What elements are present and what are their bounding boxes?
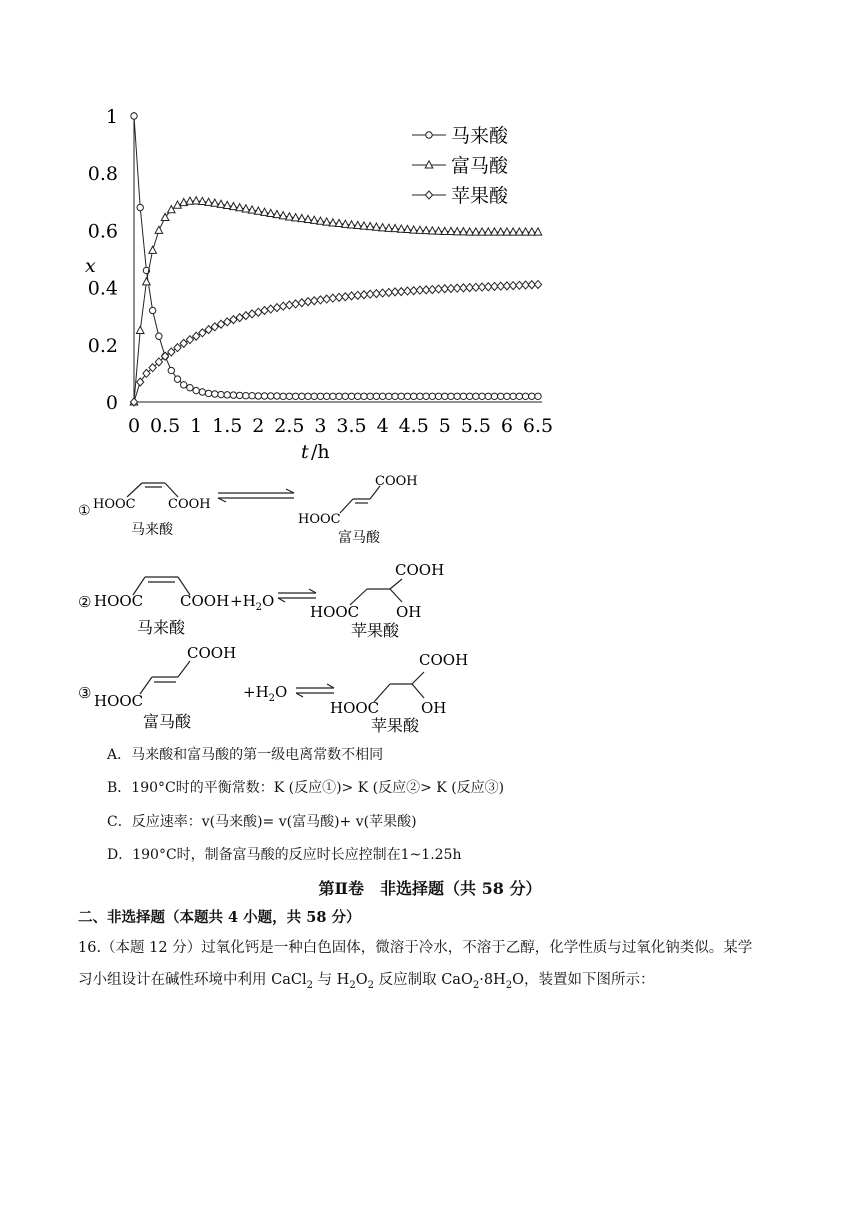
r2-left-hooc: HOOC [94,592,144,610]
chart-legend [412,125,509,207]
r3-left-hooc: HOOC [94,692,144,710]
data-point-maleic [156,333,162,339]
data-point-maleic [268,393,274,399]
data-point-maleic [261,393,267,399]
data-point-fumaric [136,326,144,333]
reaction-2-number: ② [78,593,92,611]
data-point-malic [267,305,274,313]
r3-left-name: 富马酸 [143,712,192,731]
r2-right-name: 苹果酸 [351,621,400,640]
data-point-malic [304,298,311,306]
data-point-malic [248,310,255,318]
x-tick-label: 1 [190,415,203,437]
data-point-maleic [330,393,336,399]
legend-label-fumaric: 富马酸 [451,155,509,177]
data-point-maleic [442,393,448,399]
x-tick-label: 5.5 [460,415,491,437]
data-point-malic [292,300,299,308]
x-tick-label: 4 [376,415,389,437]
legend-label-maleic: 马来酸 [451,125,509,147]
r1-right-cooh: COOH [375,474,418,489]
data-point-malic [180,339,187,347]
y-tick-label: 0.6 [87,220,118,243]
x-tick-label: 0 [127,415,141,437]
x-tick-label: 1.5 [212,415,243,437]
data-point-maleic [187,385,193,391]
svg-text:/h: /h [311,441,330,463]
data-point-maleic [535,393,541,399]
section-title: 第Ⅱ卷 非选择题（共 58 分） [318,879,542,898]
data-point-maleic [348,393,354,399]
data-point-maleic [286,393,292,399]
x-tick-label: 3 [314,415,327,437]
data-point-malic [280,302,287,310]
data-point-maleic [274,393,280,399]
data-point-maleic [404,393,410,399]
data-point-maleic [224,392,230,398]
data-point-maleic [398,393,404,399]
data-point-maleic [392,393,398,399]
option-d: D．190°C时，制备富马酸的反应时长应控制在1~1.25h [107,847,462,863]
data-point-maleic [529,393,535,399]
r2-right-hooc: HOOC [310,603,360,621]
option-c: C．反应速率：v(马来酸)= v(富马酸)+ v(苹果酸) [107,814,417,830]
r3-right-cooh: COOH [419,651,469,669]
data-point-malic [242,312,249,320]
data-point-malic [168,348,175,356]
data-point-maleic [243,393,249,399]
data-point-malic [329,294,336,302]
data-point-maleic [417,393,423,399]
data-point-malic [298,299,305,307]
data-point-malic [286,301,293,309]
question-16-line-2: 习小组设计在碱性环境中利用 CaCl$_2$ 与 $H_2O_2$ 反应制取 $CaO_2\cdot 8H_2O$，装置如下图所示： [78,972,655,991]
r2-right-oh: OH [396,603,422,621]
data-point-maleic [236,392,242,398]
data-point-maleic [355,393,361,399]
r3-right-oh: OH [421,699,447,717]
data-point-maleic [435,393,441,399]
option-a: A．马来酸和富马酸的第一级电离常数不相同 [107,747,384,763]
data-point-maleic [429,393,435,399]
r3-left-cooh: COOH [187,644,237,662]
data-point-fumaric [192,197,200,204]
r3-water: $+H_2O$ [243,683,288,704]
reaction-1-number: ① [78,503,91,519]
data-point-maleic [149,307,155,313]
y-tick-label: 0.4 [87,277,118,300]
data-point-maleic [454,393,460,399]
x-tick-label: 2.5 [274,415,305,437]
y-tick-label: 0 [105,392,118,414]
question-16-line-1: 16.（本题 12 分）过氧化钙是一种白色固体，微溶于冷水，不溶于乙醇，化学性质与过氧化钠类似。某学 [78,940,753,956]
data-point-fumaric [167,206,175,213]
data-point-maleic [230,392,236,398]
x-tick-label: 4.5 [398,415,429,437]
r2-right-cooh: COOH [395,561,445,579]
data-point-maleic [131,113,137,119]
data-point-maleic [280,393,286,399]
data-point-fumaric [155,226,163,233]
data-point-maleic [386,393,392,399]
data-point-malic [273,304,280,312]
data-point-maleic [373,393,379,399]
legend-label-malic: 苹果酸 [451,185,509,207]
data-point-maleic [510,393,516,399]
legend-marker-malic [425,191,432,199]
data-point-maleic [504,393,510,399]
data-point-maleic [367,393,373,399]
data-point-maleic [168,367,174,373]
data-point-maleic [292,393,298,399]
svg-text:t: t [301,441,309,463]
r1-left-name: 马来酸 [131,522,173,538]
data-point-maleic [423,393,429,399]
y-axis-label: x [85,255,96,277]
data-point-maleic [323,393,329,399]
data-point-maleic [299,393,305,399]
data-point-malic [342,293,349,301]
data-point-maleic [522,393,528,399]
r1-left-hooc: HOOC [93,497,136,512]
y-tick-label: 1 [105,106,118,128]
x-tick-label: 5 [438,415,451,437]
data-point-maleic [466,393,472,399]
x-tick-label: 2 [252,415,265,437]
data-point-maleic [311,393,317,399]
data-point-malic [317,296,324,304]
data-point-malic [174,344,181,352]
data-point-maleic [361,393,367,399]
legend-marker-maleic [426,132,432,138]
r3-right-hooc: HOOC [330,699,380,717]
r3-right-name: 苹果酸 [371,716,420,735]
data-point-malic [261,306,268,314]
data-point-malic [311,297,318,305]
data-point-malic [534,280,541,288]
data-point-maleic [137,204,143,210]
r1-right-name: 富马酸 [338,530,380,546]
data-point-maleic [491,393,497,399]
data-point-fumaric [143,278,151,285]
data-point-malic [236,314,243,322]
option-b: B．190°C时的平衡常数：K (反应①)> K (反应②> K (反应③) [107,780,505,796]
data-point-malic [255,308,262,316]
data-point-maleic [460,393,466,399]
x-tick-label: 0.5 [149,415,181,437]
reaction-3-number: ③ [78,684,92,702]
data-point-maleic [193,387,199,393]
x-tick-label: 3.5 [336,415,367,437]
data-point-maleic [448,393,454,399]
data-point-maleic [174,376,180,382]
r1-left-cooh: COOH [168,497,211,512]
data-point-maleic [317,393,323,399]
data-point-maleic [342,393,348,399]
legend-marker-fumaric [425,161,433,168]
x-tick-label: 6.5 [522,415,554,437]
reaction-schemes [0,470,860,740]
data-point-maleic [379,393,385,399]
r2-left-cooh: COOH [180,592,230,610]
y-tick-label: 0.8 [87,163,118,186]
data-point-maleic [305,393,311,399]
mole-fraction-chart [0,0,860,470]
data-point-fumaric [149,246,157,253]
x-axis-label [301,441,330,463]
data-point-maleic [410,393,416,399]
data-point-maleic [516,393,522,399]
data-point-maleic [205,390,211,396]
data-point-malic [323,295,330,303]
data-point-maleic [255,393,261,399]
data-point-maleic [485,393,491,399]
data-point-maleic [498,393,504,399]
data-point-fumaric [534,228,542,235]
data-point-maleic [212,391,218,397]
data-point-maleic [336,393,342,399]
data-point-maleic [218,391,224,397]
series-line-malic [134,285,538,403]
data-point-maleic [181,382,187,388]
r2-water: $+H_2O$ [230,592,275,613]
part-title: 二、非选择题（本题共 4 小题，共 58 分） [78,909,361,926]
y-tick-label: 0.2 [87,334,118,357]
data-point-maleic [199,389,205,395]
r2-left-name: 马来酸 [137,618,186,637]
r1-right-hooc: HOOC [298,512,341,527]
data-point-maleic [473,393,479,399]
data-point-maleic [249,393,255,399]
x-tick-label: 6 [500,415,513,437]
data-point-maleic [479,393,485,399]
